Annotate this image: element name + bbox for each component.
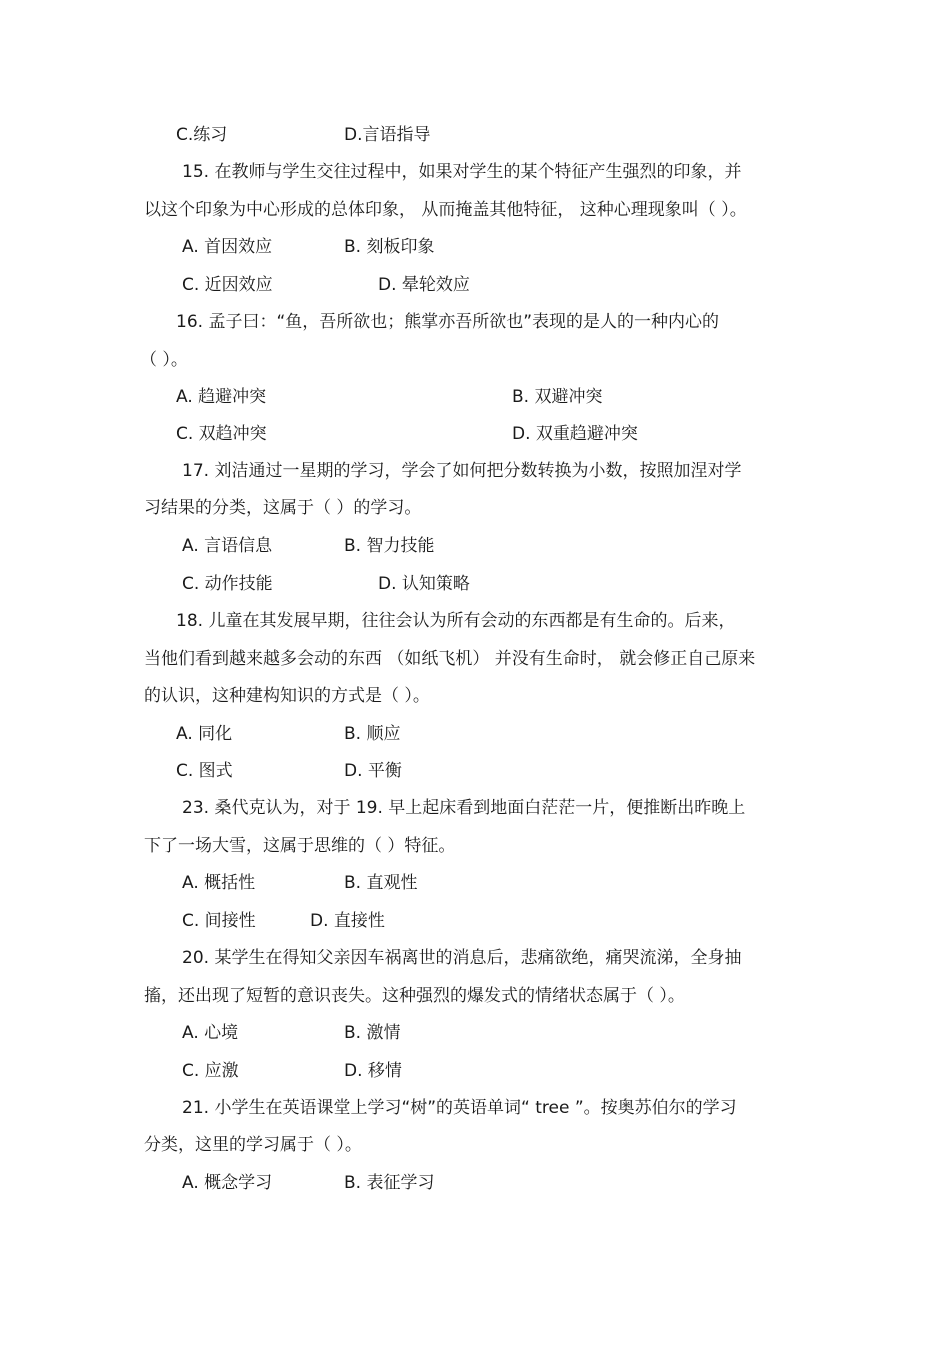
option-c: C. 近因效应 — [182, 275, 273, 295]
question-20-line-1: 20. 某学生在得知父亲因车祸离世的消息后，悲痛欲绝，痛哭流涕，全身抽 — [182, 948, 742, 968]
option-d: D. 双重趋避冲突 — [512, 424, 638, 444]
question-16-line-1: 16. 孟子曰：“鱼，吾所欲也；熊掌亦吾所欲也”表现的是人的一种内心的 — [176, 312, 720, 332]
option-a: A. 趋避冲突 — [176, 387, 267, 407]
option-c: C. 应激 — [182, 1061, 239, 1081]
option-d: D. 晕轮效应 — [378, 275, 470, 295]
option-a: A. 概括性 — [182, 873, 256, 893]
question-18-line-2: 当他们看到越来越多会动的东西 （如纸飞机） 并没有生命时， 就会修正自己原来 — [144, 649, 756, 669]
option-d: D. 认知策略 — [378, 574, 470, 594]
option-a: A. 概念学习 — [182, 1173, 273, 1193]
option-a: A. 心境 — [182, 1023, 239, 1043]
option-c: C.练习 — [176, 125, 228, 145]
option-a: A. 首因效应 — [182, 237, 273, 257]
question-19-line-1: 23. 桑代克认为，对于 19. 早上起床看到地面白茫茫一片，便推断出昨晚上 — [182, 798, 746, 818]
option-d: D. 平衡 — [344, 761, 402, 781]
option-d: D. 移情 — [344, 1061, 402, 1081]
option-c: C. 动作技能 — [182, 574, 273, 594]
option-b: B. 激情 — [344, 1023, 401, 1043]
question-18-line-1: 18. 儿童在其发展早期，往往会认为所有会动的东西都是有生命的。后来， — [176, 611, 736, 631]
option-c: C. 双趋冲突 — [176, 424, 267, 444]
question-20-line-2: 搐，还出现了短暂的意识丧失。这种强烈的爆发式的情绪状态属于（ ）。 — [144, 986, 685, 1006]
question-15-line-2: 以这个印象为中心形成的总体印象， 从而掩盖其他特征， 这种心理现象叫（ ）。 — [144, 200, 747, 220]
question-21-line-1: 21. 小学生在英语课堂上学习“树”的英语单词“ tree ”。按奥苏伯尔的学习 — [182, 1098, 737, 1118]
question-16-line-2: （ ）。 — [140, 350, 188, 370]
option-b: B. 顺应 — [344, 724, 401, 744]
question-17-line-1: 17. 刘洁通过一星期的学习，学会了如何把分数转换为小数，按照加涅对学 — [182, 461, 742, 481]
option-c: C. 间接性 — [182, 911, 256, 931]
option-b: B. 智力技能 — [344, 536, 435, 556]
option-b: B. 直观性 — [344, 873, 418, 893]
option-b: B. 双避冲突 — [512, 387, 603, 407]
option-b: B. 表征学习 — [344, 1173, 435, 1193]
option-a: A. 同化 — [176, 724, 233, 744]
question-17-line-2: 习结果的分类，这属于（ ）的学习。 — [144, 498, 422, 518]
option-c: C. 图式 — [176, 761, 233, 781]
option-d: D.言语指导 — [344, 125, 431, 145]
question-21-line-2: 分类，这里的学习属于（ ）。 — [144, 1135, 362, 1155]
question-19-line-2: 下了一场大雪，这属于思维的（ ）特征。 — [144, 836, 456, 856]
option-a: A. 言语信息 — [182, 536, 273, 556]
question-18-line-3: 的认识，这种建构知识的方式是（ ）。 — [144, 686, 430, 706]
option-d: D. 直接性 — [310, 911, 385, 931]
option-b: B. 刻板印象 — [344, 237, 435, 257]
question-15-line-1: 15. 在教师与学生交往过程中，如果对学生的某个特征产生强烈的印象，并 — [182, 162, 742, 182]
